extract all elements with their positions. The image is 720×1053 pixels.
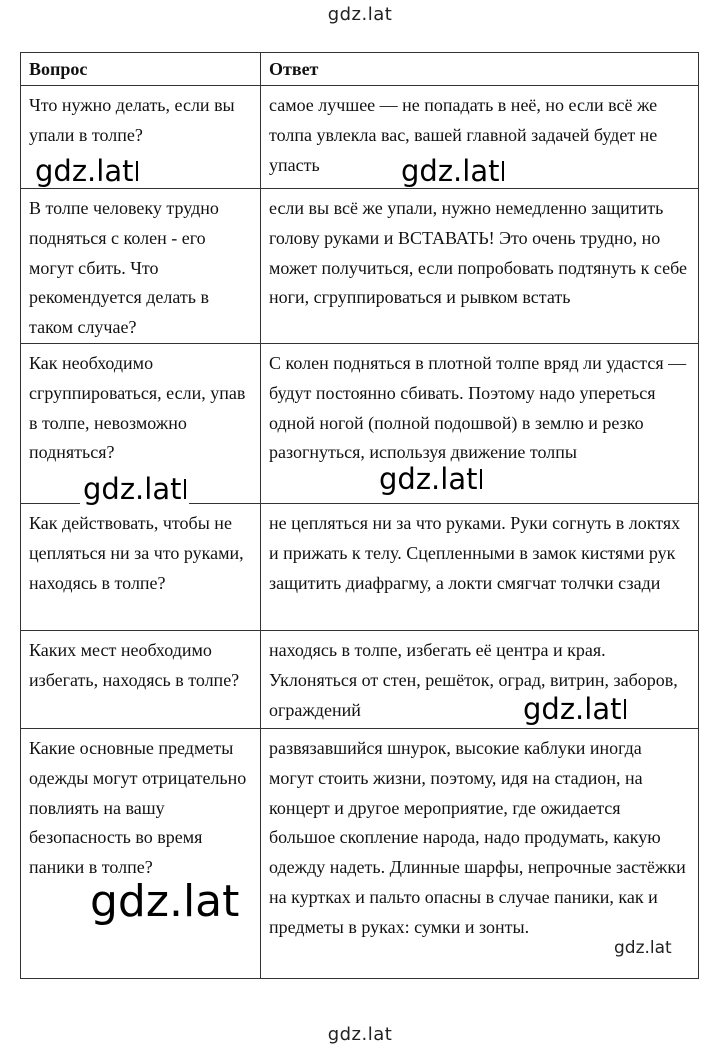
watermark: gdz.lat <box>376 464 485 495</box>
site-header-label: gdz.lat <box>327 4 393 25</box>
question-cell: Что нужно делать, если вы упали в толпе? <box>21 86 261 189</box>
watermark: gdz.lat <box>32 156 141 187</box>
qa-table <box>20 52 699 979</box>
watermark: gdz.lat <box>520 694 629 725</box>
watermark: gdz.lat <box>614 938 672 958</box>
column-header-question: Вопрос <box>21 53 261 86</box>
answer-cell: если вы всё же упали, нужно немедленно защитить голову руками и ВСТАВАТЬ! Это очень трудно, но может получиться, если попробовать подтянуть к себе ноги, сгруппироваться и рывком встать <box>261 189 699 344</box>
question-cell: В толпе человеку трудно подняться с колен - его могут сбить. Что рекомендуется делать в таком случае? <box>21 189 261 344</box>
answer-cell: С колен подняться в плотной толпе вряд ли удастся — будут постоянно сбивать. Поэтому надо упереться одной ногой (полной подошвой) в землю и резко разогнуться, используя движение толпы <box>261 343 699 503</box>
question-cell: Каких мест необходимо избегать, находясь в толпе? <box>21 630 261 728</box>
answer-cell: не цепляться ни за что руками. Руки согнуть в локтях и прижать к телу. Сцепленными в замок кистями рук защитить диафрагму, а локти смягчат толчки сзади <box>261 503 699 630</box>
table-row <box>21 503 699 630</box>
site-footer-label: gdz.lat <box>327 1024 393 1045</box>
table-header-row <box>21 53 699 86</box>
answer-cell: находясь в толпе, избегать её центра и края. Уклоняться от стен, решёток, оград, витрин, заборов, ограждений <box>261 630 699 728</box>
watermark: gdz.lat <box>86 880 243 924</box>
question-cell: Как необходимо сгруппироваться, если, упав в толпе, невозможно подняться? <box>21 343 261 503</box>
question-cell: Как действовать, чтобы не цепляться ни за что руками, находясь в толпе? <box>21 503 261 630</box>
table-row <box>21 728 699 978</box>
column-header-answer: Ответ <box>261 53 699 86</box>
answer-cell: самое лучшее — не попадать в неё, но если всё же толпа увлекла вас, вашей главной задачей будет не упасть <box>261 86 699 189</box>
watermark: gdz.lat <box>80 474 189 505</box>
question-cell: Какие основные предметы одежды могут отрицательно повлиять на вашу безопасность во время паники в толпе? <box>21 728 261 978</box>
watermark: gdz.lat <box>398 156 507 187</box>
table-row <box>21 189 699 344</box>
answer-cell: развязавшийся шнурок, высокие каблуки иногда могут стоить жизни, поэтому, идя на стадион, на концерт и другое мероприятие, где ожидается большое скопление народа, надо продумать, какую одежду надеть. Длинные шарфы, непрочные застёжки на куртках и пальто опасны в случае паники, как и предметы в руках: сумки и зонты. <box>261 728 699 978</box>
